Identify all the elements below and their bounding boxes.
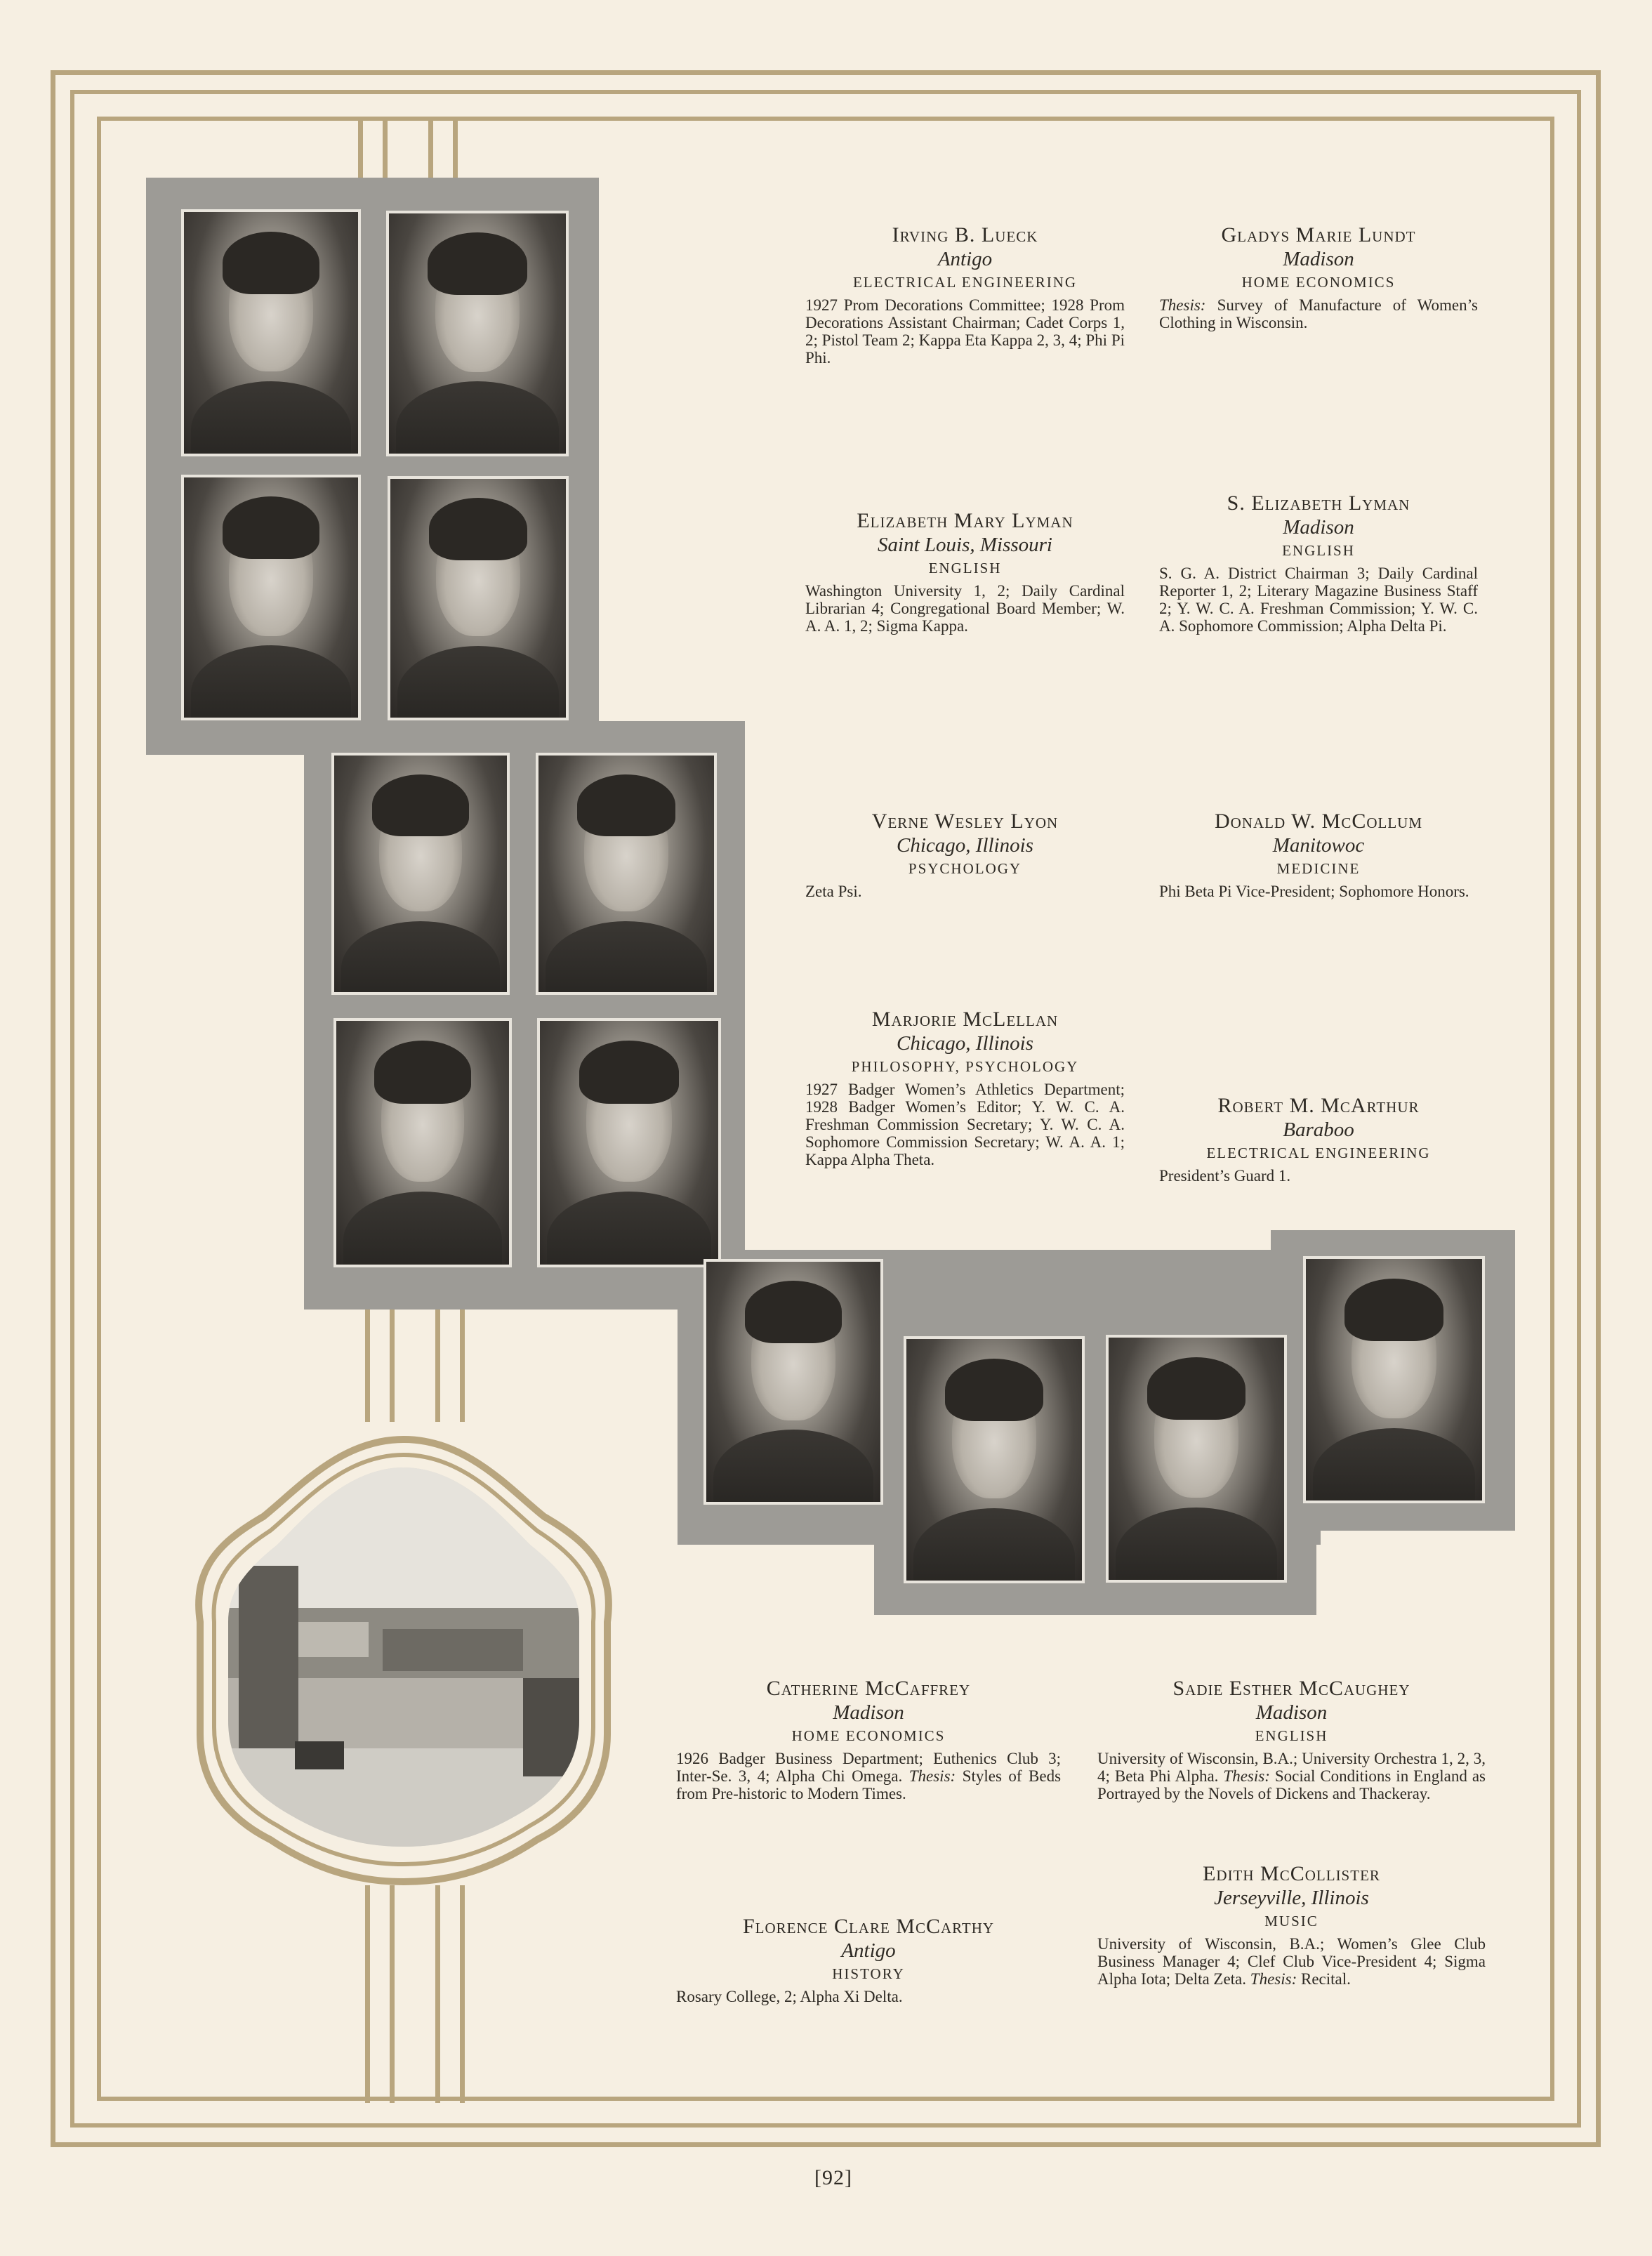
- student-name: Robert M. McArthur: [1217, 1094, 1420, 1117]
- student-major: ELECTRICAL ENGINEERING: [852, 274, 1078, 291]
- student-name: S. Elizabeth Lyman: [1227, 492, 1410, 515]
- student-hometown: Manitowoc: [1272, 834, 1365, 857]
- portrait-photo: [904, 1336, 1085, 1583]
- student-entry: [805, 509, 1125, 635]
- thesis-text: Styles of Beds from Pre-historic to Modern Times.: [676, 1767, 1062, 1802]
- student-name: Irving B. Lueck: [892, 223, 1038, 246]
- student-entry: [1097, 1677, 1486, 1802]
- portrait-photo: [331, 753, 510, 995]
- student-activities: [1097, 1935, 1486, 1988]
- campus-vignette: [172, 1411, 635, 1903]
- student-hometown: Madison: [1283, 516, 1354, 539]
- student-name: Donald W. McCollum: [1214, 810, 1423, 833]
- student-entry: [1159, 223, 1478, 331]
- student-entry: [676, 1677, 1061, 1802]
- ornament-bar: [365, 1306, 370, 1422]
- portrait-photo: [386, 211, 569, 456]
- student-hometown: Jerseyville, Illinois: [1214, 1887, 1369, 1909]
- student-activities: [1097, 1750, 1486, 1802]
- student-activities: Zeta Psi.: [805, 883, 862, 900]
- portrait-photo: [536, 753, 717, 995]
- student-major: MEDICINE: [1276, 860, 1361, 877]
- student-hometown: Baraboo: [1283, 1119, 1354, 1141]
- student-name: Catherine McCaffrey: [766, 1677, 971, 1700]
- student-hometown: Antigo: [841, 1939, 896, 1962]
- student-major: ENGLISH: [928, 560, 1002, 576]
- portrait-photo: [388, 476, 569, 720]
- student-hometown: Chicago, Illinois: [897, 834, 1033, 857]
- student-name: Edith McCollister: [1203, 1862, 1380, 1885]
- ornament-bar: [365, 1885, 370, 2103]
- portrait-photo: [333, 1018, 512, 1267]
- student-hometown: Chicago, Illinois: [897, 1032, 1033, 1055]
- student-entry: [805, 223, 1125, 367]
- student-entry: [1097, 1862, 1486, 1988]
- portrait-photo: [1303, 1256, 1485, 1503]
- portrait-photo: [1106, 1335, 1287, 1583]
- student-name: Gladys Marie Lundt: [1221, 223, 1416, 246]
- ornament-bar: [383, 117, 388, 180]
- thesis-label: Thesis:: [1223, 1767, 1270, 1785]
- activities-text: University of Wisconsin, B.A.; University Orchestra 1, 2, 3, 4; Beta Phi Alpha.: [1097, 1750, 1486, 1785]
- activities-text: University of Wisconsin, B.A.; Women’s Glee Club Business Manager 4; Clef Club Vice-President 4; Sigma Alpha Iota; Delta Zeta.: [1097, 1935, 1486, 1988]
- student-major: PHILOSOPHY, PSYCHOLOGY: [851, 1058, 1079, 1075]
- student-major: HOME ECONOMICS: [791, 1727, 946, 1744]
- student-name: Verne Wesley Lyon: [871, 810, 1059, 833]
- student-activities: Phi Beta Pi Vice-President; Sophomore Honors.: [1159, 883, 1469, 900]
- student-entry: [1159, 1094, 1478, 1185]
- ornament-bar: [435, 1306, 440, 1422]
- student-entry: [805, 1008, 1125, 1168]
- ornament-bar: [460, 1306, 465, 1422]
- student-entry: [805, 810, 1125, 900]
- student-name: Sadie Esther McCaughey: [1172, 1677, 1410, 1700]
- ornament-bar: [428, 117, 433, 180]
- student-entry: [1159, 492, 1478, 635]
- student-major: ENGLISH: [1282, 542, 1355, 559]
- ornament-bar: [390, 1885, 395, 2103]
- student-hometown: Madison: [1255, 1701, 1328, 1724]
- student-entry: [676, 1915, 1061, 2005]
- student-hometown: Madison: [1283, 248, 1354, 270]
- thesis-text: Social Conditions in England as Portrayed by the Novels of Dickens and Thackeray.: [1097, 1767, 1486, 1802]
- student-activities: Washington University 1, 2; Daily Cardinal Librarian 4; Congregational Board Member; W. A. A. 1, 2; Sigma Kappa.: [805, 582, 1125, 635]
- ornament-bar: [358, 117, 363, 180]
- student-hometown: Saint Louis, Missouri: [878, 534, 1052, 556]
- student-activities: [676, 1750, 1061, 1802]
- student-activities: 1927 Prom Decorations Committee; 1928 Prom Decorations Assistant Chairman; Cadet Corps 1, 2; Pistol Team 2; Kappa Eta Kappa 2, 3, 4; Phi Pi Phi.: [805, 296, 1125, 367]
- student-major: PSYCHOLOGY: [908, 860, 1022, 877]
- student-activities: S. G. A. District Chairman 3; Daily Cardinal Reporter 1, 2; Literary Magazine Business Staff 2; Y. W. C. A. Freshman Commission; Y. W. C. A. Sophomore Commission; Alpha Delta Pi.: [1159, 565, 1478, 635]
- student-hometown: Madison: [833, 1701, 904, 1724]
- student-activities: President’s Guard 1.: [1159, 1167, 1291, 1185]
- portrait-photo: [181, 209, 361, 456]
- student-activities: 1927 Badger Women’s Athletics Department; 1928 Badger Women’s Editor; Y. W. C. A. Freshman Commission Secretary; Y. W. C. A. Sophomore Commission Secretary; W. A. A. 1; Kappa Alpha Theta.: [805, 1081, 1125, 1168]
- student-major: HISTORY: [832, 1965, 905, 1982]
- student-name: Elizabeth Mary Lyman: [857, 509, 1073, 532]
- student-major: HOME ECONOMICS: [1241, 274, 1396, 291]
- ornament-bar: [453, 117, 458, 180]
- student-name: Marjorie McLellan: [871, 1008, 1059, 1031]
- thesis-label: Thesis:: [1250, 1970, 1297, 1988]
- ornament-bar: [435, 1885, 440, 2103]
- ornament-bar: [460, 1885, 465, 2103]
- ornament-bar: [390, 1306, 395, 1422]
- student-hometown: Antigo: [937, 248, 993, 270]
- student-major: ELECTRICAL ENGINEERING: [1206, 1145, 1431, 1161]
- thesis-label: Thesis:: [1159, 296, 1206, 314]
- student-name: Florence Clare McCarthy: [742, 1915, 995, 1938]
- student-major: ENGLISH: [1255, 1727, 1328, 1744]
- page-number: [92]: [814, 2166, 852, 2189]
- student-activities: Rosary College, 2; Alpha Xi Delta.: [676, 1988, 903, 2005]
- portrait-photo: [703, 1259, 883, 1505]
- portrait-photo: [537, 1018, 721, 1267]
- thesis-text: Survey of Manufacture of Women’s Clothing in Wisconsin.: [1159, 296, 1478, 331]
- portrait-photo: [181, 475, 361, 720]
- activities-text: 1926 Badger Business Department; Euthenics Club 3; Inter-Se. 3, 4; Alpha Chi Omega.: [676, 1750, 1061, 1785]
- student-entry: [1159, 810, 1478, 900]
- thesis-text: Recital.: [1297, 1970, 1351, 1988]
- student-major: MUSIC: [1264, 1913, 1319, 1930]
- student-thesis: [1159, 296, 1478, 331]
- thesis-label: Thesis:: [908, 1767, 956, 1785]
